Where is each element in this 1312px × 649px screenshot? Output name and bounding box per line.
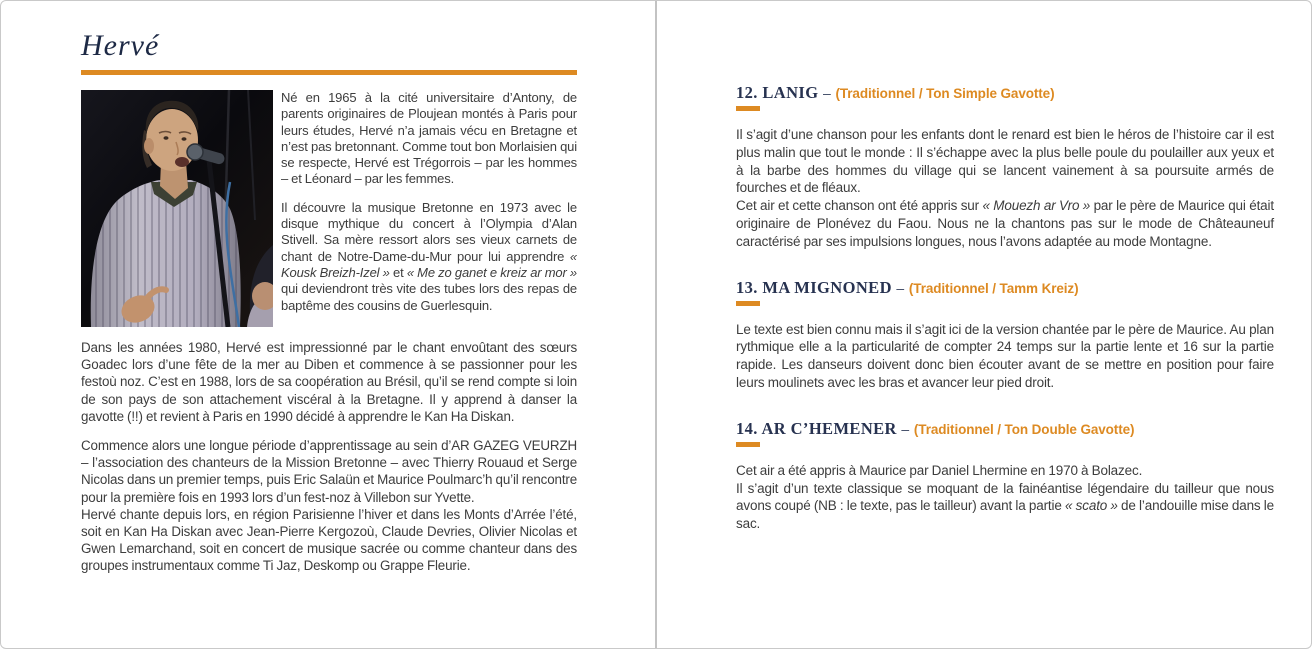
- section-title: AR C’HEMENER: [761, 418, 897, 438]
- section-paragraphs: [736, 462, 1274, 533]
- section-number: 13.: [736, 277, 758, 297]
- intro-column: [281, 90, 577, 327]
- section-paragraph: Cet air et cette chanson ont été appris sur « Mouezh ar Vro » par le père de Maurice qui était originaire de Plonévez du Faou. Nous ne la chantons pas sur le mode de Châteauneuf caractérisé par ses impulsions longues, nous l’avons adaptée au mode Montagne.: [736, 198, 1274, 249]
- section-header: [736, 419, 1274, 439]
- page-fold-divider: [655, 1, 657, 648]
- photo-and-intro: [81, 90, 577, 327]
- section-title: MA MIGNONED: [762, 277, 892, 297]
- bio-paragraph: Commence alors une longue période d’apprentissage au sein d’AR GAZEG VEURZH – l’association des chanteurs de la Mission Bretonne – avec Thierry Rouaud et Serge Nicolas dans un premier temps, puis Eric Salaün et Maurice Poulmarc’h qu’il rencontre pour la première fois en 1993 lors d’un fest-noz à Villebon sur Yvette.: [81, 438, 577, 505]
- section-paragraph: Cet air a été appris à Maurice par Daniel Lhermine en 1970 à Bolazec.: [736, 462, 1143, 478]
- title-rule: [81, 70, 577, 75]
- section-subtitle: (Traditionnel / Ton Double Gavotte): [913, 421, 1135, 437]
- bio-paragraph: Il découvre la musique Bretonne en 1973 avec le disque mythique du concert à l’Olympia d’Alan Stivell. Sa mère ressort alors ses vieux carnets de chant de Notre-Dame-du-Mur pour lui apprendre « Kousk Breizh-Izel » et « Me zo ganet e kreiz ar mor » qui deviendront très vite des tubes lors des repas de baptême des cousins de Guerlesquin.: [281, 199, 577, 313]
- page-left: [81, 29, 577, 587]
- singer-photo-illustration: [81, 90, 273, 327]
- singer-photo: [81, 90, 273, 327]
- bio-paragraph: Hervé chante depuis lors, en région Parisienne l’hiver et dans les Monts d’Arrée l’été, soit en Kan Ha Diskan avec Jean-Pierre Kergozoù, Claude Devries, Olivier Nicolas et Gwen Lemarchand, soit en concert de musique sacrée ou comme chanteur dans des groupes instrumentaux comme Ti Jaz, Deskomp ou Grappe Fleurie.: [81, 506, 577, 574]
- section-accent-tick: [736, 106, 760, 111]
- section-number: 12.: [736, 83, 758, 102]
- song-section: [736, 278, 1274, 392]
- song-sections: [736, 83, 1274, 533]
- section-number: 14.: [736, 418, 758, 438]
- section-paragraph: Le texte est bien connu mais il s’agit ici de la version chantée par le père de Maurice. Au plan rythmique elle a la particularité de compter 24 temps sur la partie lente et 16 sur la partie rapide. Les danseurs doivent donc bien écouter avant de se mettre en position pour faire leurs moulinets avec les bras et avancer leur pied droit.: [736, 321, 1274, 390]
- section-separator: –: [896, 279, 909, 296]
- bio-paragraph: Né en 1965 à la cité universitaire d’Antony, de parents originaires de Ploujean montés à Paris pour leurs études, Hervé n’a jamais vécu en Bretagne et n’est pas bretonnant. Comme tout bon Morlaisien qui se respecte, Hervé est Trégorrois – par les hommes – et Léonard – par les femmes.: [281, 90, 577, 187]
- section-subtitle: (Traditionnel / Tamm Kreiz): [908, 280, 1079, 296]
- section-paragraph: Il s’agit d’une chanson pour les enfants dont le renard est bien le héros de l’histoire car il est plus malin que tout le monde : Il s’échappe avec la plus belle poule du poulailler aux yeux et à la barbe des hommes du village qui se lancent vainement à sa poursuite armés de fourches et de fléaux.: [736, 127, 1274, 196]
- section-title: LANIG: [762, 83, 819, 102]
- section-accent-tick: [736, 301, 760, 306]
- section-separator: –: [901, 420, 914, 437]
- section-paragraph: Il s’agit d’un texte classique se moquant de la fainéantise légendaire du tailleur que nous avons coupé (NB : le texte, pas le tailleur) avant la partie « scato » de l’andouille mise dans le sac.: [736, 480, 1275, 532]
- bio-body: [81, 339, 577, 575]
- page-right: [736, 83, 1274, 560]
- section-paragraphs: [736, 126, 1274, 251]
- song-section: [736, 83, 1274, 251]
- section-subtitle: (Traditionnel / Ton Simple Gavotte): [835, 86, 1055, 101]
- section-accent-tick: [736, 442, 760, 447]
- section-header: [736, 278, 1274, 298]
- section-header: [736, 83, 1274, 103]
- section-paragraphs: [736, 321, 1274, 392]
- song-section: [736, 419, 1274, 533]
- section-separator: –: [822, 85, 836, 101]
- bio-paragraph: Dans les années 1980, Hervé est impressionné par le chant envoûtant des sœurs Goadec lors d’une fête de la mer au Diben et commence à se passionner pour les festoù noz. C’est en 1988, lors de sa coopération au Brésil, qu’il se rend compte si loin de son pays de son attachement viscéral à la Bretagne. Il y apprend à danser la gavotte (!!) et revient à Paris en 1990 décidé à apprendre le Kan Ha Diskan.: [81, 340, 577, 424]
- page-title: Hervé: [81, 29, 160, 62]
